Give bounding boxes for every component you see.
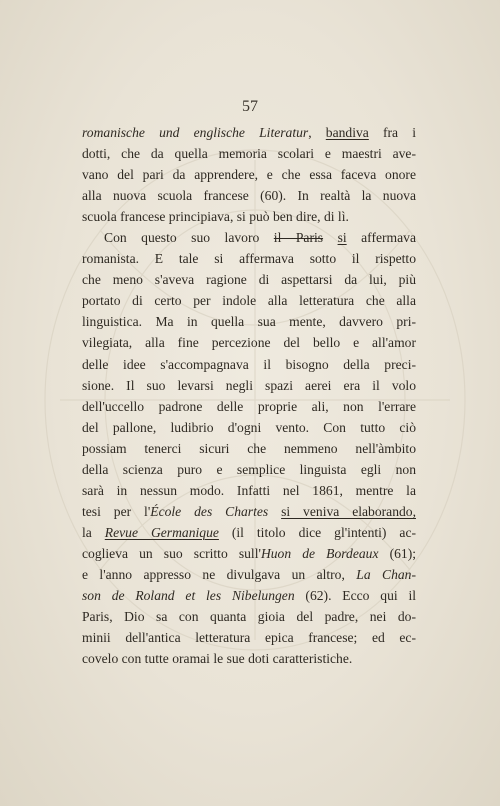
text-segment: linguistica. Ma in quella sua mente, davvero pri- [82,314,416,330]
text-segment: minii dell'antica letteratura epica francese; ed ec- [82,630,416,646]
text-line [82,227,416,248]
text-segment [268,504,281,519]
text-line [82,164,416,185]
text-segment: del pallone, ludibrio d'ogni vento. Con tutto ciò [82,419,416,435]
text-line [82,375,416,396]
text-line [82,627,416,648]
text-segment: si veniva elaborando, [281,503,416,519]
text-segment: e l'anno appresso ne divulgava un altro, [82,566,357,582]
text-segment: romanische und englische Literatur [82,125,309,140]
text-line [82,396,416,417]
text-segment: vano del pari da apprendere, e che essa faceva onore [82,167,416,183]
text-segment: Huon de Bordeaux [260,545,379,561]
text-segment: dell'uccello padrone delle proprie ali, non l'errare [82,398,416,414]
text-segment: sione. Il suo levarsi negli spazi aerei era il volo [82,377,416,393]
text-segment: della scienza puro e semplice linguista egli non [82,461,416,477]
text-line [82,354,416,375]
text-line [82,459,416,480]
text-segment: romanista. E tale si affermava sotto il rispetto [82,251,416,267]
text-segment: fra i [368,125,416,140]
text-segment [323,230,338,245]
text-line [82,417,416,438]
text-segment: La Chan- [356,566,416,582]
text-segment: delle idee s'accompagnava il bisogno della preci- [82,356,416,372]
text-segment: , [308,125,326,140]
text-segment: Con questo suo lavoro [104,230,274,246]
text-segment: coglieva un suo scritto sull' [82,545,261,561]
text-line [82,122,416,143]
text-segment: la [82,524,105,540]
text-segment: sarà in nessun modo. Infatti nel 1861, mentre la [82,482,416,498]
text-segment: (62). Ecco qui il [294,588,416,604]
text-line [82,606,416,627]
page-number: 57 [242,98,258,115]
text-line [82,332,416,353]
text-line [82,648,416,669]
text-segment: si [337,230,347,246]
text-line [82,543,416,564]
text-segment: il Paris [273,230,324,246]
text-segment: bandiva [325,125,369,140]
text-segment: covelo con tutte oramai le sue doti caratteristiche. [82,651,353,667]
body-text [82,122,416,669]
text-line [82,522,416,543]
text-line [82,185,416,206]
text-segment: (61); [378,545,416,561]
text-segment: dotti, che da quella memoria scolari e maestri ave- [82,146,416,162]
text-segment: portato di certo per indole alla letteratura che alla [82,293,416,309]
text-segment: affermava [346,230,416,246]
text-segment: Paris, Dio sa con quanta gioia del padre, nei do- [82,609,416,625]
text-segment: vilegiata, alla fine percezione del bello e all'amor [82,335,416,351]
text-segment: tesi per l' [82,503,151,519]
text-segment: possiam tenerci sicuri che nemmeno nell'àmbito [82,440,416,456]
text-line [82,564,416,585]
text-line [82,585,416,606]
text-line [82,480,416,501]
text-segment: che meno s'aveva ragione di aspettarsi da lui, più [82,272,416,288]
text-segment: son de Roland et les Nibelungen [82,588,295,604]
text-line [82,290,416,311]
text-segment: Revue Germanique [104,524,219,540]
text-line [82,248,416,269]
text-line [82,311,416,332]
text-line [82,269,416,290]
text-line [82,438,416,459]
text-line [82,143,416,164]
text-segment: (il titolo dice gl'intenti) ac- [218,524,416,540]
text-segment: scuola francese principiava, si può ben dire, di lì. [82,209,349,225]
text-line [82,206,416,227]
text-segment: alla nuova scuola francese (60). In realtà la nuova [82,188,416,204]
text-segment: École des Chartes [150,503,269,519]
text-line [82,501,416,522]
